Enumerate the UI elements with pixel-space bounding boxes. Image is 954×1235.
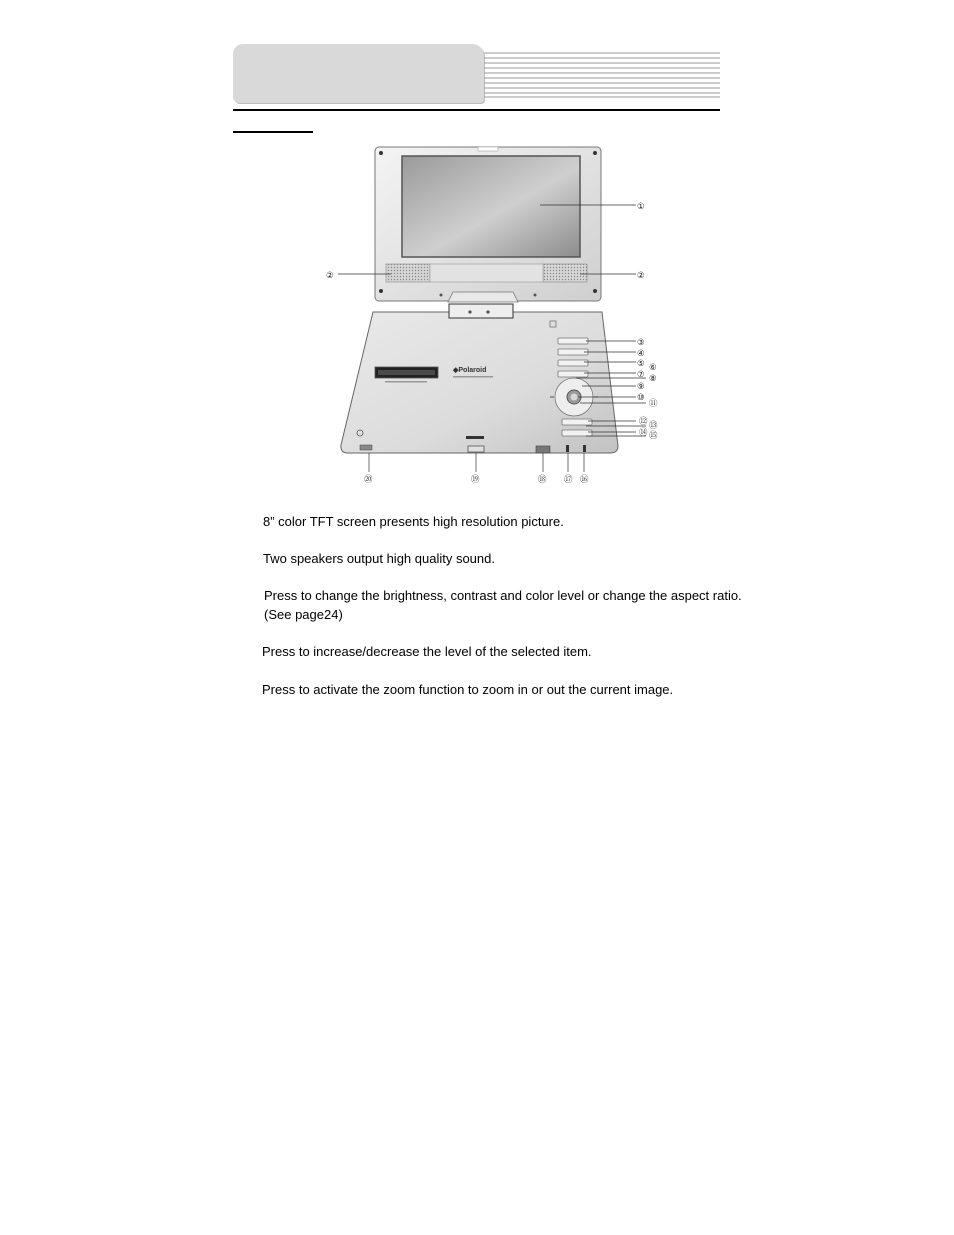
- callout-14: ⑭: [639, 428, 648, 438]
- description-screen: 8” color TFT screen presents high resolution picture.: [263, 514, 564, 529]
- callout-20: ⑳: [364, 475, 373, 485]
- callout-12: ⑫: [639, 417, 648, 427]
- callout-18: ⑱: [538, 475, 547, 485]
- callout-19: ⑲: [471, 475, 480, 485]
- header-tab: [233, 44, 484, 103]
- dvd-player-illustration: [318, 140, 668, 490]
- front-port-18: [536, 446, 550, 453]
- callout-7: ⑦: [637, 370, 645, 380]
- callout-8: ⑧: [649, 374, 657, 384]
- hinge-panel: [449, 304, 513, 318]
- description-speakers: Two speakers output high quality sound.: [263, 551, 495, 566]
- speaker-right: [543, 264, 587, 282]
- description-display-setting: Press to change the brightness, contrast and color level or change the aspect ratio.: [264, 588, 742, 603]
- header-decorative-lines: [484, 52, 720, 98]
- callout-3: ③: [637, 338, 645, 348]
- callout-10: ⑩: [637, 393, 645, 403]
- front-port-17: [566, 445, 569, 452]
- speaker-left: [386, 264, 430, 282]
- hinge: [448, 292, 518, 302]
- callout-5: ⑤: [637, 359, 645, 369]
- description-page-reference: (See page24): [264, 607, 343, 622]
- callout-17: ⑰: [564, 475, 573, 485]
- callout-13: ⑬: [649, 421, 658, 431]
- description-level-adjust: Press to increase/decrease the level of the selected item.: [262, 644, 592, 659]
- callout-16: ⑯: [580, 475, 589, 485]
- callout-4: ④: [637, 349, 645, 359]
- power-switch: [360, 445, 372, 450]
- speaker-bar: [430, 264, 543, 282]
- callout-1: ①: [637, 202, 645, 212]
- front-slot-19: [466, 436, 484, 439]
- front-port-16: [583, 445, 586, 452]
- callout-6: ⑥: [649, 363, 657, 373]
- callout-11: ⑪: [649, 399, 658, 409]
- subheading-underline: [233, 131, 313, 133]
- tft-screen: [402, 156, 580, 257]
- brand-logo: ◆Polaroid: [453, 367, 487, 374]
- description-zoom: Press to activate the zoom function to zoom in or out the current image.: [262, 682, 674, 697]
- callout-2-left: ②: [326, 271, 334, 281]
- callout-9: ⑨: [637, 382, 645, 392]
- callout-15: ⑮: [649, 431, 658, 441]
- callout-2-right: ②: [637, 271, 645, 281]
- header-rule: [233, 109, 720, 111]
